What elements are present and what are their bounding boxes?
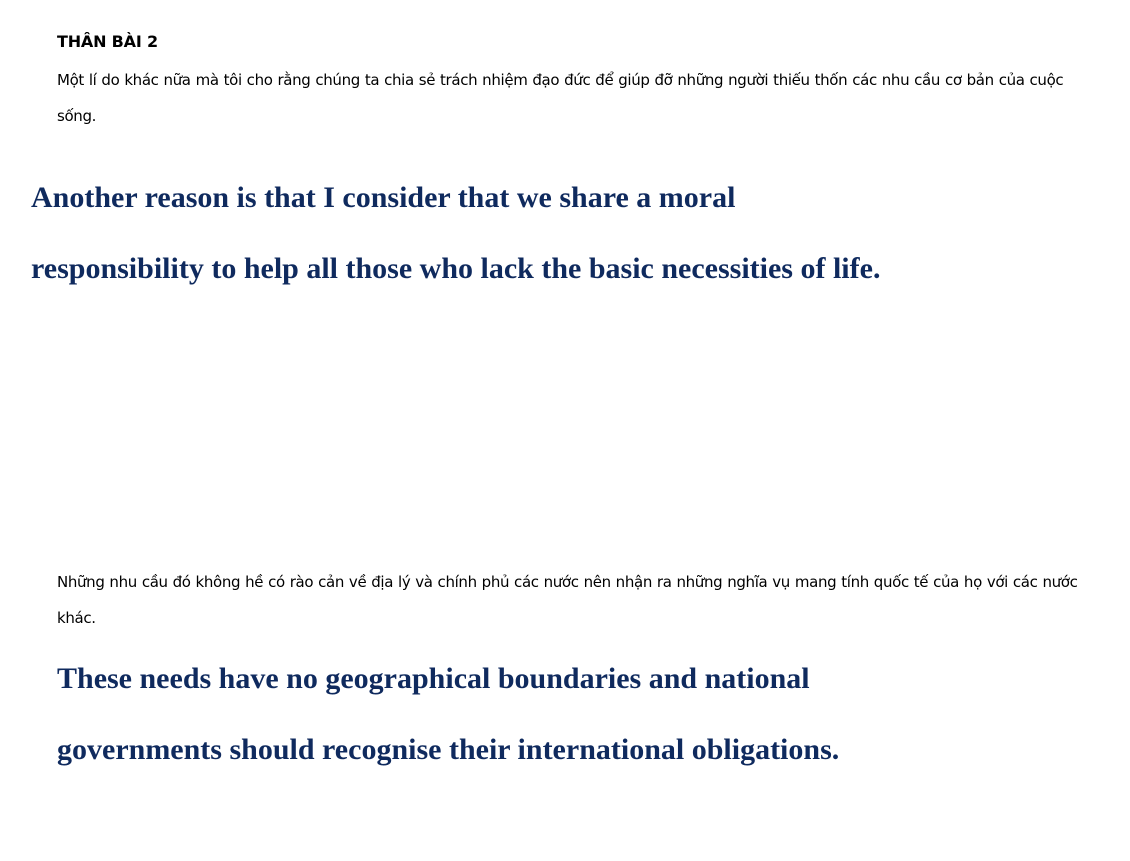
english-sentence-2-line-2: governments should recognise their international obligations. <box>57 733 840 766</box>
section-heading: THÂN BÀI 2 <box>57 32 158 51</box>
vietnamese-paragraph-1: Một lí do khác nữa mà tôi cho rằng chúng ta chia sẻ trách nhiệm đạo đức để giúp đỡ những người thiếu thốn các nhu cầu cơ bản của cuộc sống. <box>57 71 1064 125</box>
english-sentence-2 <box>57 643 1057 785</box>
vietnamese-paragraph-2: Những nhu cầu đó không hề có rào cản về địa lý và chính phủ các nước nên nhận ra những nghĩa vụ mang tính quốc tế của họ với các nước khác. <box>57 573 1078 627</box>
english-sentence-1-line-2: responsibility to help all those who lack the basic necessities of life. <box>31 252 881 285</box>
english-sentence-2-line-1: These needs have no geographical boundaries and national <box>57 662 810 695</box>
english-sentence-1 <box>31 162 1031 304</box>
english-sentence-1-line-1: Another reason is that I consider that we share a moral <box>31 181 736 214</box>
